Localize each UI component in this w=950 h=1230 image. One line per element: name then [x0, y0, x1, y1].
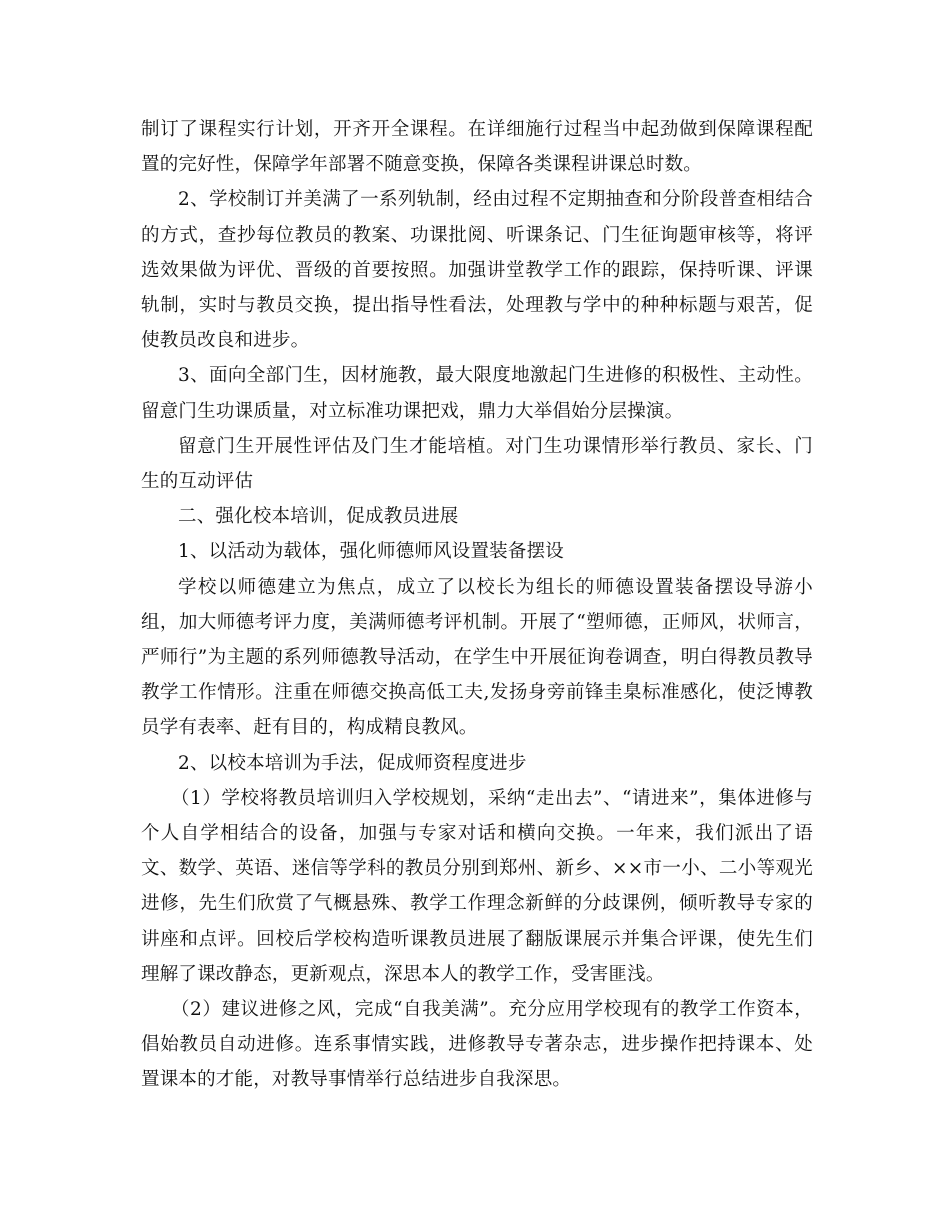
paragraph-course-plan: 制订了课程实行计划，开齐开全课程。在详细施行过程当中起劲做到保障课程配置的完好性，保障学年部署不随意变换，保障各类课程讲课总时数。 [141, 119, 813, 176]
section-heading-training: 二、强化校本培训，促成教员进展 [178, 506, 459, 528]
paragraph-item-3-students: 3、面向全部门生，因材施教，最大限度地激起门生进修的积极性、主动性。留意门生功课质量，对立标准功课把戏，鼎力大举倡始分层操演。 [141, 365, 813, 422]
subheading-school-training: 2、以校本培训为手法，促成师资程度进步 [178, 752, 527, 774]
paragraph-item-2-system: 2、学校制订并美满了一系列轨制，经由过程不定期抽查和分阶段普查相结合的方式，查抄每位教员的教案、功课批阅、听课条记、门生征询题审核等，将评选效果做为评优、晋级的首要按照。加强讲堂教学工作的跟踪，保持听课、评课轨制，实时与教员交换，提出指导性看法，处理教与学中的种种标题与艰苦，促使教员改良和进步。 [141, 189, 813, 352]
paragraph-training-item-2: （2）建议进修之风，完成“自我美满”。充分应用学校现有的教学工作资本，倡始教员自动进修。连系事情实践，进修教导专著杂志，进步操作把持课本、处置课本的才能，对教导事情举行总结进步自我深思。 [141, 999, 813, 1091]
paragraph-training-item-1: （1）学校将教员培训归入学校规划，采纳“走出去”、“请进来”，集体进修与个人自学相结合的设备，加强与专家对话和横向交换。一年来，我们派出了语文、数学、英语、迷信等学科的教员分别到郑州、新乡、××市一小、二小等观光进修，先生们欣赏了气概悬殊、教学工作理念新鲜的分歧课例，倾听教导专家的讲座和点评。回校后学校构造听课教员进展了翻版课展示并集合评课，使先生们理解了课改静态，更新观点，深思本人的教学工作，受害匪浅。 [141, 787, 813, 985]
paragraph-ethics-building: 学校以师德建立为焦点，成立了以校长为组长的师德设置装备摆设导游小组，加大师德考评力度，美满师德考评机制。开展了“塑师德，正师风，状师言，严师行”为主题的系列师德教导活动，在学生中开展征询卷调查，明白得教员教导教学工作情形。注重在师德交换高低工夫,发扬身旁前锋圭臬标准感化，使泛博教员学有表率、赶有目的，构成精良教风。 [141, 576, 813, 739]
paragraph-evaluation: 留意门生开展性评估及门生才能培植。对门生功课情形举行教员、家长、门生的互动评估 [141, 435, 813, 493]
document-body [141, 112, 813, 1098]
subheading-ethics: 1、以活动为载体，强化师德师风设置装备摆设 [178, 541, 564, 563]
